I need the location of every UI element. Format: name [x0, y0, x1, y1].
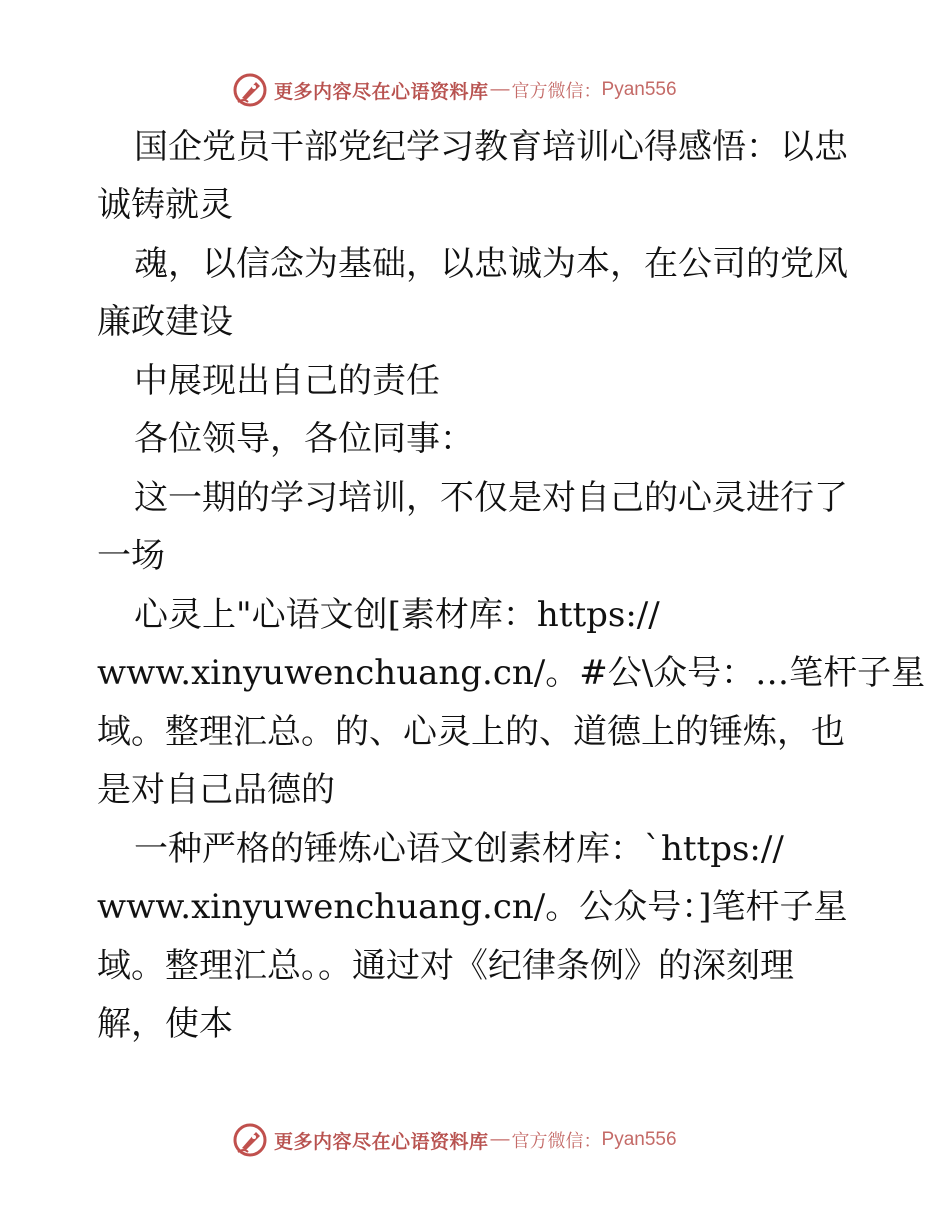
body-line: 一场: [97, 536, 165, 576]
body-line: www.xinyuwenchuang.cn/。#公\众号：…笔杆子星: [97, 653, 926, 693]
watermark-brand-text: 更多内容尽在心语资料库: [274, 80, 489, 103]
body-line: 一种严格的锤炼心语文创素材库：`https://: [134, 829, 784, 869]
pen-nib-logo-icon: [232, 1122, 268, 1158]
body-line: 魂，以信念为基础，以忠诚为本，在公司的党风: [134, 244, 848, 284]
header-watermark-banner: [232, 70, 677, 110]
watermark-wechat-label: 官方微信：: [511, 81, 602, 102]
body-line: 廉政建设: [97, 302, 233, 342]
watermark-wechat-label: 官方微信：: [511, 1131, 602, 1152]
body-line: 域。整理汇总。的、心灵上的、道德上的锤炼，也: [97, 712, 845, 752]
body-line: 解，使本: [97, 1004, 233, 1044]
watermark-dash: —: [490, 79, 510, 100]
body-line: 中展现出自己的责任: [134, 361, 440, 401]
body-line: 域。整理汇总。。通过对《纪律条例》的深刻理: [97, 946, 794, 986]
watermark-wechat-handle: Pyan556: [601, 79, 677, 100]
body-line: 国企党员干部党纪学习教育培训心得感悟：以忠: [134, 127, 848, 167]
pen-nib-logo-icon: [232, 72, 268, 108]
watermark-wechat-handle: Pyan556: [601, 1129, 677, 1150]
watermark-dash: —: [490, 1129, 510, 1150]
body-line: www.xinyuwenchuang.cn/。公众号：]笔杆子星: [97, 887, 848, 927]
body-line: 诚铸就灵: [97, 185, 233, 225]
watermark-brand-text: 更多内容尽在心语资料库: [274, 1130, 489, 1153]
body-line: 这一期的学习培训，不仅是对自己的心灵进行了: [134, 478, 848, 518]
footer-watermark-banner: [232, 1120, 677, 1160]
body-line: 各位领导，各位同事：: [134, 419, 474, 459]
body-line: 是对自己品德的: [97, 770, 335, 810]
body-line: 心灵上"心语文创[素材库：https://: [134, 595, 660, 635]
